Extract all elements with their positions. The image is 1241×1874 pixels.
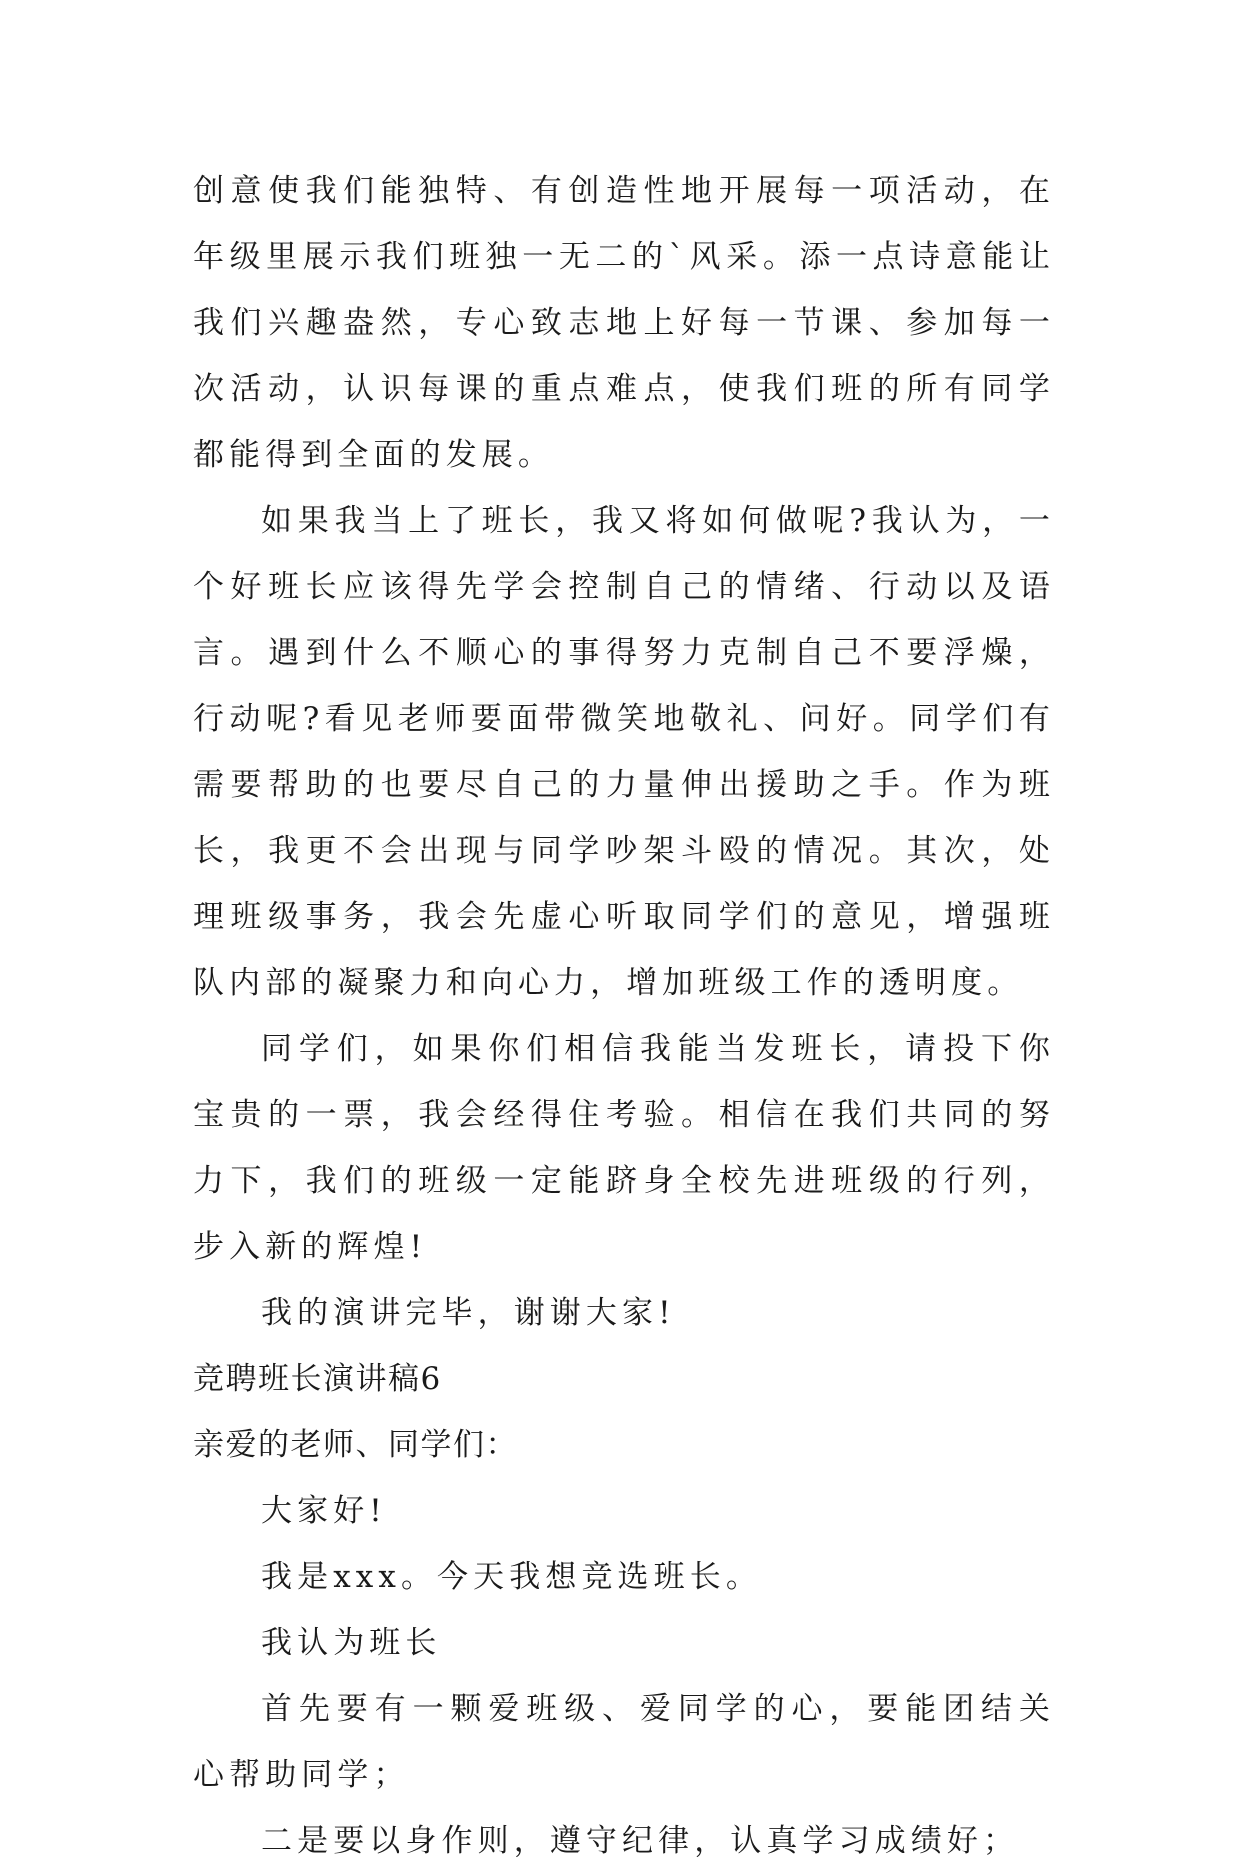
paragraph-second-point: 二是要以身作则，遵守纪律，认真学习成绩好； (261, 1823, 1020, 1859)
speech-title: 竞聘班长演讲稿6 (193, 1361, 442, 1397)
paragraph-first-point: 首先要有一颗爱班级、爱同学的心，要能团结关心帮助同学； (193, 1691, 1055, 1793)
paragraph-creativity: 创意使我们能独特、有创造性地开展每一项活动，在年级里展示我们班独一无二的`风采。添一点诗意能让我们兴趣盎然，专心致志地上好每一节课、参加每一次活动，认识每课的重点难点，使我们班的所有同学都能得到全面的发展。 (193, 173, 1055, 473)
paragraph-i-think: 我认为班长 (261, 1625, 442, 1661)
document-body (193, 158, 1055, 1874)
paragraph-introduction: 我是xxx。今天我想竞选班长。 (261, 1559, 762, 1595)
paragraph-greeting: 大家好! (261, 1493, 387, 1529)
paragraph-closing: 我的演讲完毕，谢谢大家! (261, 1295, 676, 1331)
paragraph-how-to-be-monitor: 如果我当上了班长，我又将如何做呢?我认为，一个好班长应该得先学会控制自己的情绪、行动以及语言。遇到什么不顺心的事得努力克制自己不要浮燥，行动呢?看见老师要面带微笑地敬礼、问好。同学们有需要帮助的也要尽自己的力量伸出援助之手。作为班长，我更不会出现与同学吵架斗殴的情况。其次，处理班级事务，我会先虚心听取同学们的意见，增强班队内部的凝聚力和向心力，增加班级工作的透明度。 (193, 503, 1055, 1001)
salutation: 亲爱的老师、同学们： (193, 1427, 518, 1463)
paragraph-vote-appeal: 同学们，如果你们相信我能当发班长，请投下你宝贵的一票，我会经得住考验。相信在我们共同的努力下，我们的班级一定能跻身全校先进班级的行列，步入新的辉煌! (193, 1031, 1055, 1265)
